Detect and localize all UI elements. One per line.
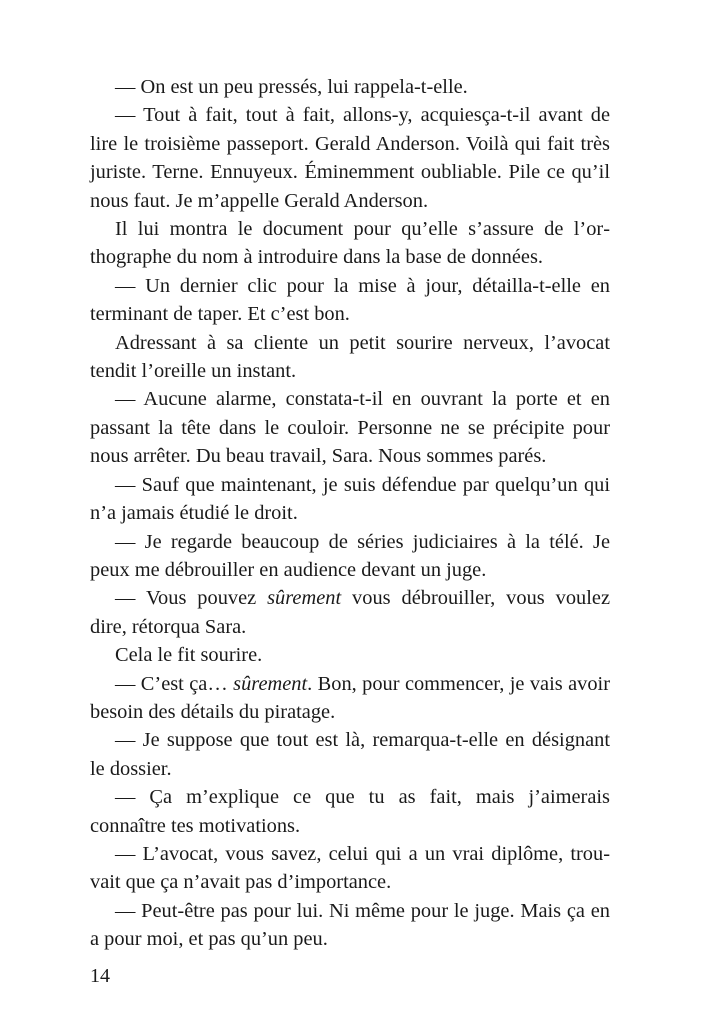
paragraph: [90, 73, 610, 101]
emphasized-text: sûrement: [267, 587, 342, 610]
paragraph: [90, 215, 610, 272]
text-run: — L’avocat, vous savez, celui qui a un vrai diplôme, trouvait que ça n’avait pas d’importance.: [90, 842, 610, 894]
text-run: — On est un peu pressés, lui rappela-t-elle.: [115, 76, 468, 98]
text-run: — Ça m’explique ce que tu as fait, mais j’aimerais connaître tes motivations.: [90, 786, 610, 837]
page-body: [90, 73, 610, 954]
paragraph: [90, 528, 610, 585]
text-run: — Vous pouvez: [115, 587, 268, 610]
text-run: — C’est ça…: [115, 672, 234, 695]
text-run: — Je suppose que tout est là, remarqua-t-elle en désignant le dossier.: [90, 729, 610, 780]
paragraph: [90, 641, 610, 669]
paragraph: [90, 272, 610, 329]
paragraph: [90, 840, 610, 897]
paragraph: [90, 471, 610, 528]
paragraph: [90, 897, 610, 954]
paragraph: [90, 329, 610, 386]
paragraph: [90, 584, 610, 641]
text-run: Cela le fit sourire.: [115, 644, 263, 667]
paragraph: [90, 101, 610, 215]
text-run: — Tout à fait, tout à fait, allons-y, acquiesça-t-il avant de lire le troisième passeport. Gerald Anderson. Voilà qui fait très juriste. Terne. Ennuyeux. Éminemment oubliable. Pile ce qu’il nous faut. Je m’appelle Gerald Anderson.: [90, 104, 610, 212]
text-run: vous débrouiller, vous voulez dire, rétorqua Sara.: [90, 587, 610, 638]
text-run: — Peut-être pas pour lui. Ni même pour le juge. Mais ça en a pour moi, et pas qu’un peu.: [90, 899, 610, 951]
paragraph: [90, 726, 610, 783]
text-run: — Aucune alarme, constata-t-il en ouvrant la porte et en passant la tête dans le couloir. Personne ne se précipite pour nous arrêter. Du beau travail, Sara. Nous sommes parés.: [90, 388, 610, 468]
page-number: 14: [90, 965, 110, 987]
text-run: — Un dernier clic pour la mise à jour, détailla-t-elle en terminant de taper. Et c’est bon.: [90, 274, 610, 326]
text-run: — Je regarde beaucoup de séries judiciaires à la télé. Je peux me débrouiller en audience devant un juge.: [90, 530, 610, 581]
paragraph: [90, 783, 610, 840]
text-run: Adressant à sa cliente un petit sourire nerveux, l’avocat tendit l’oreille un instant.: [90, 331, 610, 383]
paragraph: [90, 670, 610, 727]
text-run: — Sauf que maintenant, je suis défendue par quelqu’un qui n’a jamais étudié le droit.: [90, 473, 610, 525]
text-run: Il lui montra le document pour qu’elle s’assure de l’orthographe du nom à introduire dans la base de données.: [90, 218, 610, 269]
emphasized-text: sûrement: [233, 672, 308, 695]
text-run: . Bon, pour commencer, je vais avoir besoin des détails du piratage.: [90, 672, 611, 723]
paragraph: [90, 385, 610, 470]
